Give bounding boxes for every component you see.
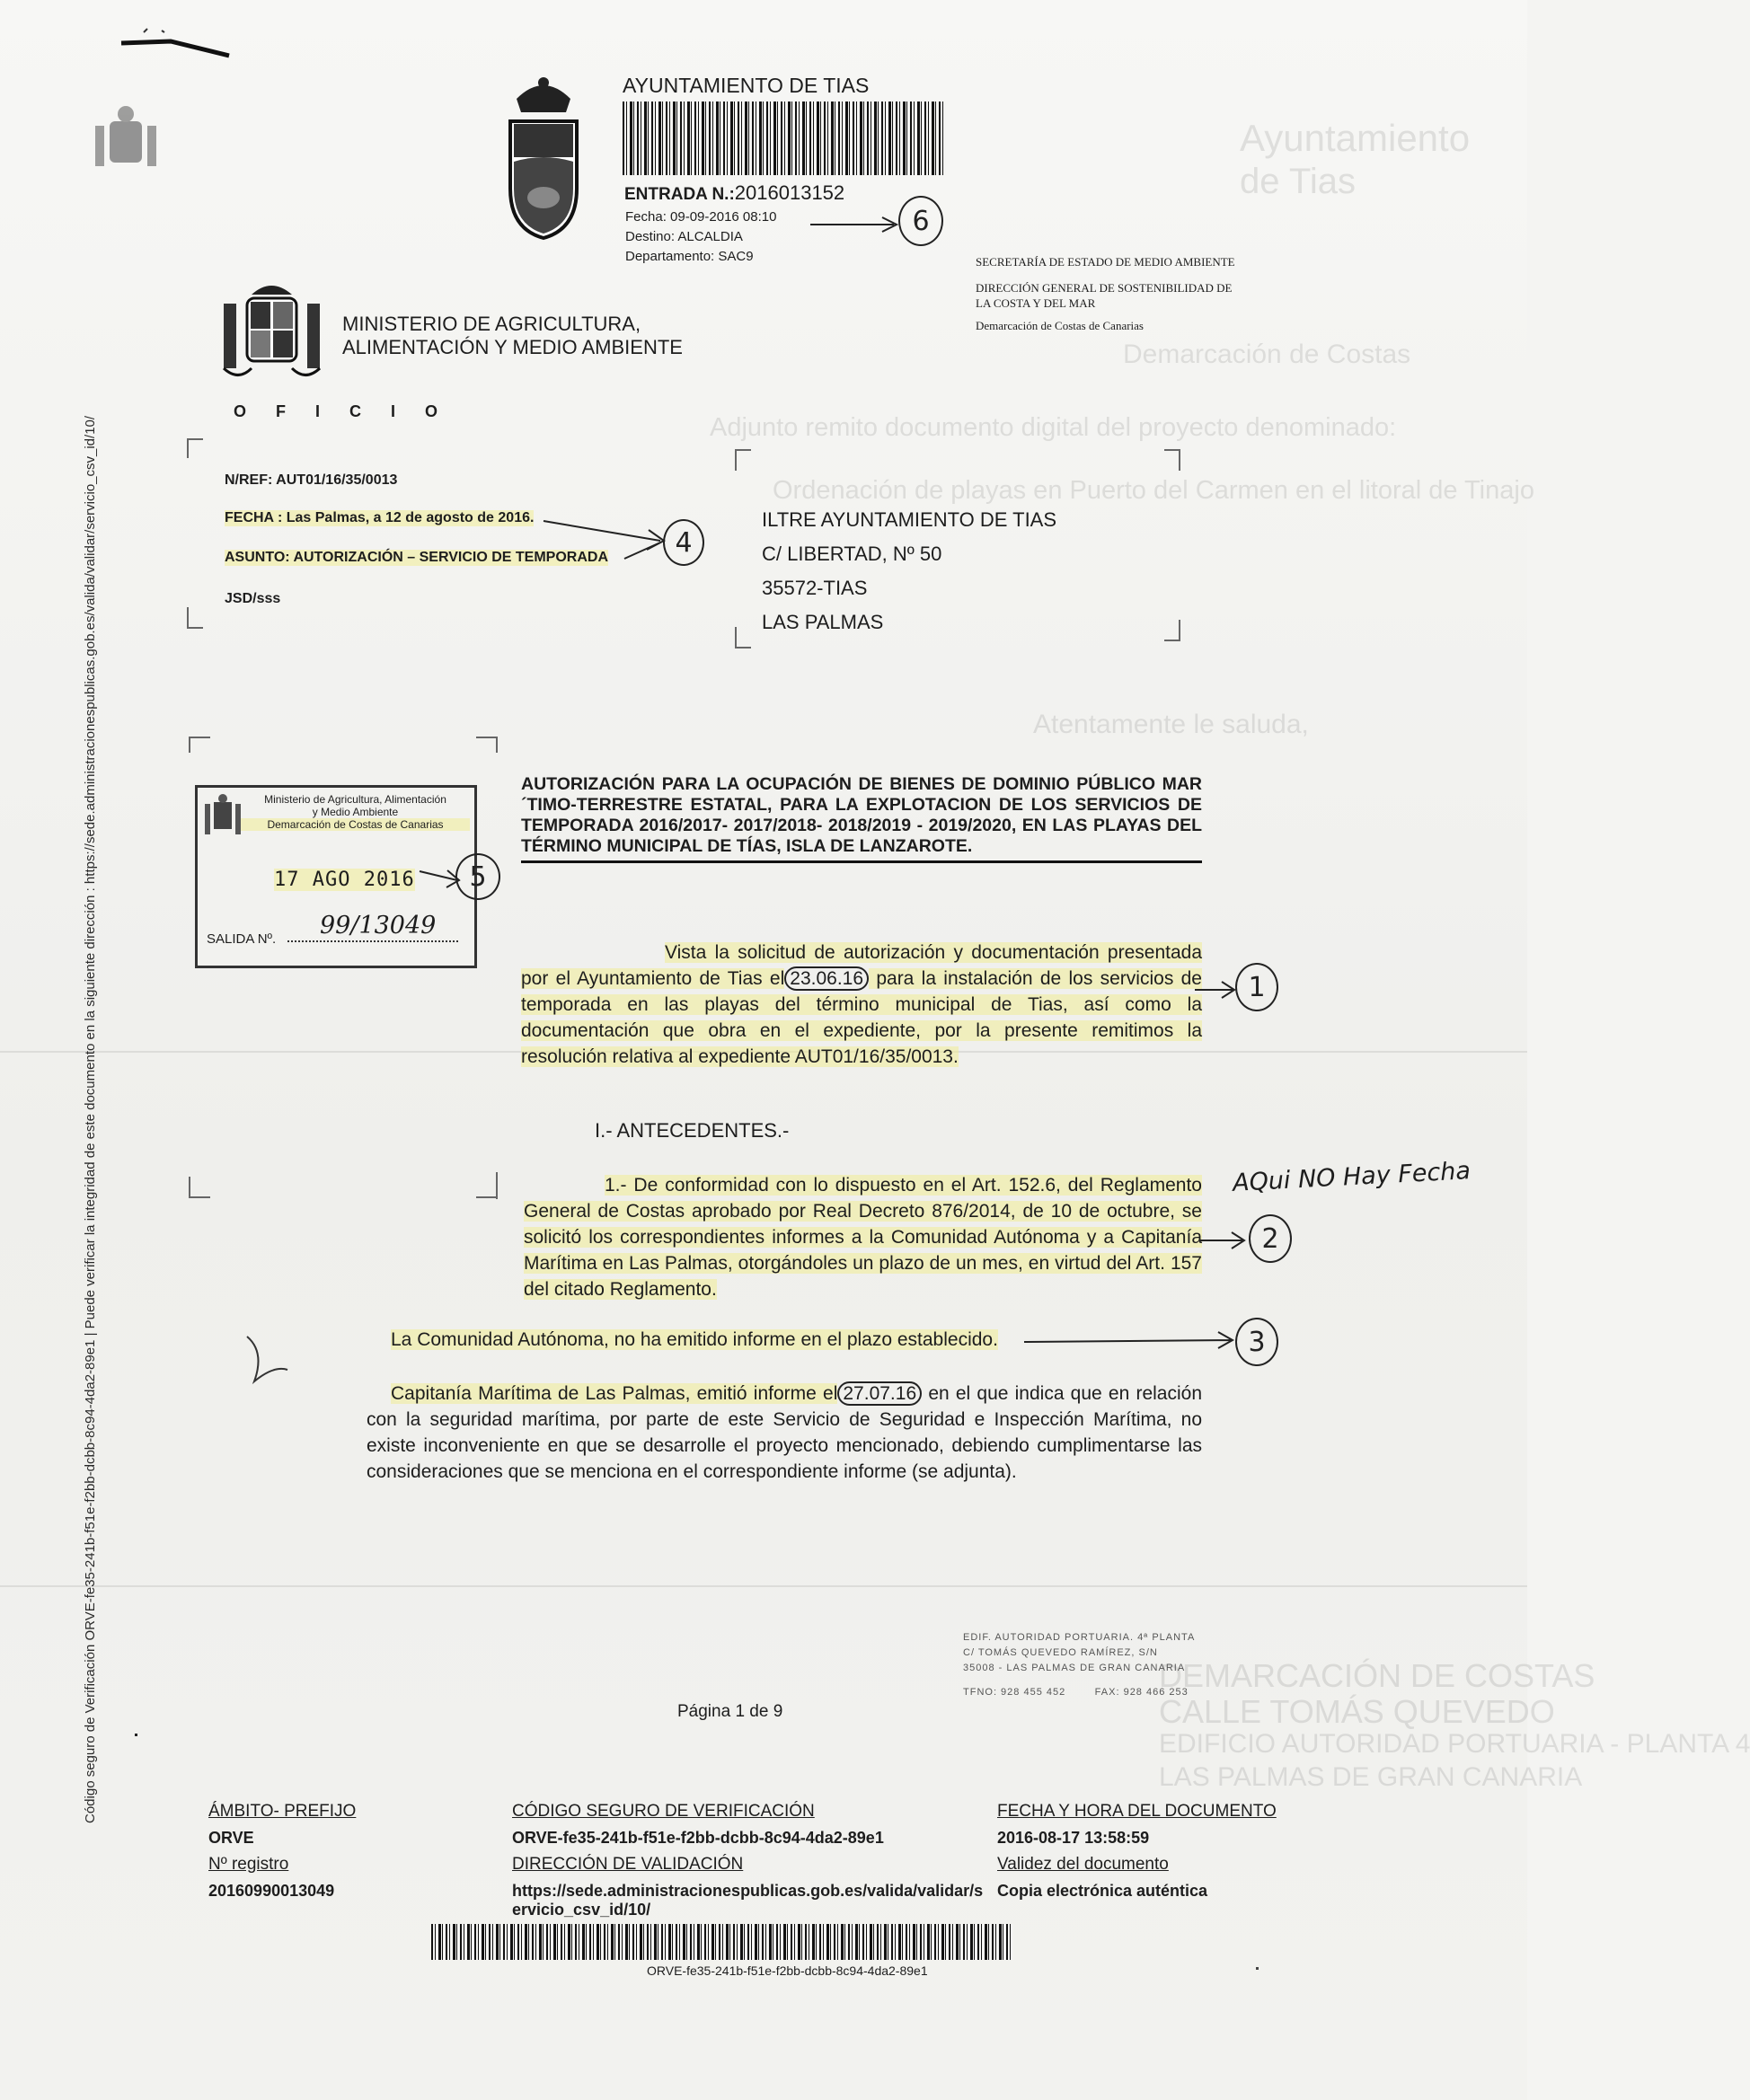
stamp-date: 17 AGO 2016 (274, 869, 415, 891)
ref-number: N/REF: AUT01/16/35/0013 (225, 472, 398, 488)
entrada-number-line (624, 181, 844, 205)
entrada-fecha: Fecha: 09-09-2016 08:10 (625, 209, 777, 225)
ref-fecha: FECHA : Las Palmas, a 12 de agosto de 2016. (225, 510, 535, 525)
recipient-address (762, 503, 1056, 640)
annotation-arrow (544, 512, 669, 566)
annotation-circle-4: 4 (663, 519, 704, 566)
date-27-07-16: 27.07.16 (837, 1381, 922, 1406)
bleed-through-text: DEMARCACIÓN DE COSTAS (1159, 1657, 1595, 1694)
faded-coat-of-arms (90, 103, 162, 184)
date-23-06-16: 23.06.16 (784, 966, 869, 991)
annotation-circle-5: 5 (455, 853, 500, 900)
paper-fold (0, 1585, 1527, 1587)
entrada-departamento: Departamento: SAC9 (625, 249, 754, 264)
spain-coat-of-arms (220, 278, 323, 386)
section-heading: I.- ANTECEDENTES.- (595, 1119, 790, 1142)
stamp-line-1: Ministerio de Agricultura, Alimentación (264, 793, 446, 806)
tias-coat-of-arms (494, 72, 593, 243)
entrada-label: ENTRADA N.: (624, 185, 735, 204)
recipient-line-3: 35572-TIAS (762, 577, 868, 599)
bracket (189, 737, 210, 753)
ambito-value: ORVE (208, 1829, 254, 1847)
paragraph-4 (367, 1381, 1202, 1485)
bracket (1164, 620, 1180, 641)
ambito-column (208, 1802, 356, 1901)
paragraph-4-rest: en el que indica que en relación con la seguridad marítima, por parte de este Servicio de Seguridad e Inspección Marítima, no existe inconveniente en que se desarrolle el proyecto mencionado, debiendo cumplimentarse las consideraciones que se menciona en el correspondiente informe (se adjunta). (367, 1383, 1203, 1482)
annotation-arrow (1199, 1226, 1253, 1253)
ministerio-line-2: ALIMENTACIÓN Y MEDIO AMBIENTE (342, 336, 683, 358)
bleed-through-text: Ayuntamiento (1240, 117, 1471, 159)
ref-initials: JSD/sss (225, 591, 281, 606)
paragraph-2-text (367, 1172, 1202, 1302)
annotation-circle-1: 1 (1235, 963, 1278, 1011)
validez-value: Copia electrónica auténtica (997, 1882, 1208, 1900)
stamp-line-2: y Medio Ambiente (312, 806, 399, 818)
paragraph-2-content: 1.- De conformidad con lo dispuesto en el Art. 152.6, del Reglamento General de Costas aprobado por Real Decreto 876/2014, de 10 de octubre, se solicitó los correspondientes informes a la Comunidad Autónoma y a Capitanía Marítima en Las Palmas, otorgándoles un plazo de un mes, en virtud del Art. 157 del citado Reglamento. (524, 1175, 1202, 1300)
stamp-dotted-line (287, 940, 458, 942)
paragraph-1-start: Vista la solicitud de autorización y documentación presentada por el Ayuntamiento de Tias el (521, 942, 1202, 989)
bleed-through-text: Demarcación de Costas (1123, 340, 1411, 369)
handwritten-mark (238, 1329, 301, 1392)
entrada-number: 2016013152 (734, 181, 845, 204)
stamp-coat-of-arms-icon (203, 793, 243, 843)
address-line-3: 35008 - LAS PALMAS DE GRAN CANARIA (963, 1663, 1186, 1673)
secretaria-line-2: DIRECCIÓN GENERAL DE SOSTENIBILIDAD DE (976, 281, 1233, 295)
csv-value: ORVE-fe35-241b-f51e-f2bb-dcbb-8c94-4da2-89e1 (512, 1829, 884, 1847)
scan-speck (135, 1734, 137, 1736)
stamp-salida-label: SALIDA Nº. (207, 931, 277, 947)
bracket (1164, 449, 1180, 471)
fecha-column (997, 1802, 1277, 1901)
paragraph-3-text: La Comunidad Autónoma, no ha emitido informe en el plazo establecido. (391, 1329, 998, 1350)
secretaria-block (976, 254, 1235, 333)
registro-label: Nº registro (208, 1855, 289, 1874)
pen-scribble (117, 25, 234, 61)
bracket (187, 607, 203, 629)
document-title: AUTORIZACIÓN PARA LA OCUPACIÓN DE BIENES DE DOMINIO PÚBLICO MAR´TIMO-TERRESTRE ESTATAL, PARA LA EXPLOTACION DE LOS SERVICIOS DE TEMPORADA 2016/2017- 2017/2018- 2018/2019 - 2019/2020, EN LAS PLAYAS DEL TÉRMINO MUNICIPAL DE TÍAS, ISLA DE LANZAROTE. (521, 774, 1202, 856)
recipient-line-2: C/ LIBERTAD, Nº 50 (762, 543, 942, 565)
bracket (735, 627, 751, 649)
ministerio-line-1: MINISTERIO DE AGRICULTURA, (342, 313, 641, 335)
bracket (735, 449, 751, 471)
paragraph-3 (391, 1327, 998, 1353)
entrada-destino: Destino: ALCALDIA (625, 229, 743, 244)
bleed-through-text: Adjunto remito documento digital del proyecto denominado: (710, 413, 1397, 442)
stamp-header (241, 793, 470, 831)
bleed-through-text: CALLE TOMÁS QUEVEDO (1159, 1693, 1555, 1730)
annotation-arrow (809, 212, 907, 234)
page-number: Página 1 de 9 (677, 1702, 783, 1721)
fecha-doc-value: 2016-08-17 13:58:59 (997, 1829, 1150, 1847)
oficio-label: O F I C I O (234, 402, 451, 420)
direccion-label: DIRECCIÓN DE VALIDACIÓN (512, 1855, 744, 1874)
csv-barcode (431, 1924, 1013, 1960)
address-line-1: EDIF. AUTORIDAD PORTUARIA. 4ª PLANTA (963, 1632, 1196, 1643)
bracket (189, 1177, 210, 1198)
paragraph-2 (367, 1172, 1202, 1302)
annotation-circle-2: 2 (1249, 1214, 1292, 1263)
ministerio-name (342, 313, 683, 359)
bleed-through-text: Atentamente le saluda, (1033, 710, 1309, 739)
ref-asunto: ASUNTO: AUTORIZACIÓN – SERVICIO DE TEMPORADA (225, 550, 608, 565)
annotation-circle-3: 3 (1235, 1318, 1278, 1366)
address-line-2: C/ TOMÁS QUEVEDO RAMÍREZ, S/N (963, 1647, 1158, 1658)
recipient-line-1: ILTRE AYUNTAMIENTO DE TIAS (762, 508, 1057, 531)
recipient-line-4: LAS PALMAS (762, 611, 884, 633)
fecha-doc-label: FECHA Y HORA DEL DOCUMENTO (997, 1802, 1277, 1821)
secretaria-line-3: LA COSTA Y DEL MAR (976, 296, 1096, 310)
entry-barcode (623, 101, 946, 175)
bleed-through-text: Ordenación de playas en Puerto del Carmen en el litoral de Tinajo (773, 476, 1534, 505)
stamp-salida-number: 99/13049 (320, 912, 437, 940)
registro-value: 20160990013049 (208, 1882, 335, 1900)
handwritten-note: AQui NO Hay Fecha (1232, 1157, 1472, 1197)
annotation-arrow (1195, 975, 1240, 1002)
secretaria-line-1: SECRETARÍA DE ESTADO DE MEDIO AMBIENTE (976, 255, 1235, 269)
paragraph-1 (521, 940, 1202, 1070)
validez-label: Validez del documento (997, 1855, 1169, 1874)
paragraph-1-rest: para la instalación de los servicios de temporada en las playas del término municipal de Tias, así como la documentación que obra en el expediente, por la presente remitimos la resolución relativa al expediente AUT01/16/35/0013. (521, 968, 1202, 1067)
annotation-circle-6: 6 (898, 196, 943, 246)
scan-speck (1256, 1967, 1259, 1970)
direccion-value[interactable]: https://sede.administracionespublicas.gob.es/valida/validar/servicio_csv_id/10/ (512, 1882, 984, 1919)
stamp-line-3: Demarcación de Costas de Canarias (241, 818, 470, 831)
annotation-arrow (1024, 1329, 1240, 1356)
paragraph-4-start: Capitanía Marítima de Las Palmas, emitió informe el (391, 1383, 838, 1404)
address-line-4: TFNO: 928 455 452 FAX: 928 466 253 (963, 1687, 1189, 1698)
csv-column (512, 1802, 984, 1919)
csv-label: CÓDIGO SEGURO DE VERIFICACIÓN (512, 1802, 815, 1821)
ambito-label: ÁMBITO- PREFIJO (208, 1802, 357, 1821)
bracket (476, 737, 498, 753)
barcode-caption: ORVE-fe35-241b-f51e-f2bb-dcbb-8c94-4da2-89e1 (647, 1963, 928, 1978)
document-title-block (521, 774, 1202, 863)
bracket (187, 438, 203, 458)
vertical-verification-text: Código seguro de Verificación ORVE-fe35-241b-f51e-f2bb-dcbb-8c94-4da2-89e1 | Puede verificar la integridad de este documento en la siguiente dirección : https://sede.administracionespublicas.gob.es/valida/validar/servicio_csv_id/10/ (83, 415, 98, 1823)
address-block (963, 1630, 1195, 1700)
bleed-through-text: de Tias (1240, 162, 1356, 201)
bleed-through-text: LAS PALMAS DE GRAN CANARIA (1159, 1762, 1583, 1792)
secretaria-line-4: Demarcación de Costas de Canarias (976, 319, 1144, 332)
ayuntamiento-name: AYUNTAMIENTO DE TIAS (623, 74, 870, 97)
bleed-through-text: EDIFICIO AUTORIDAD PORTUARIA - PLANTA 4 (1159, 1729, 1750, 1759)
bracket (189, 1177, 190, 1178)
